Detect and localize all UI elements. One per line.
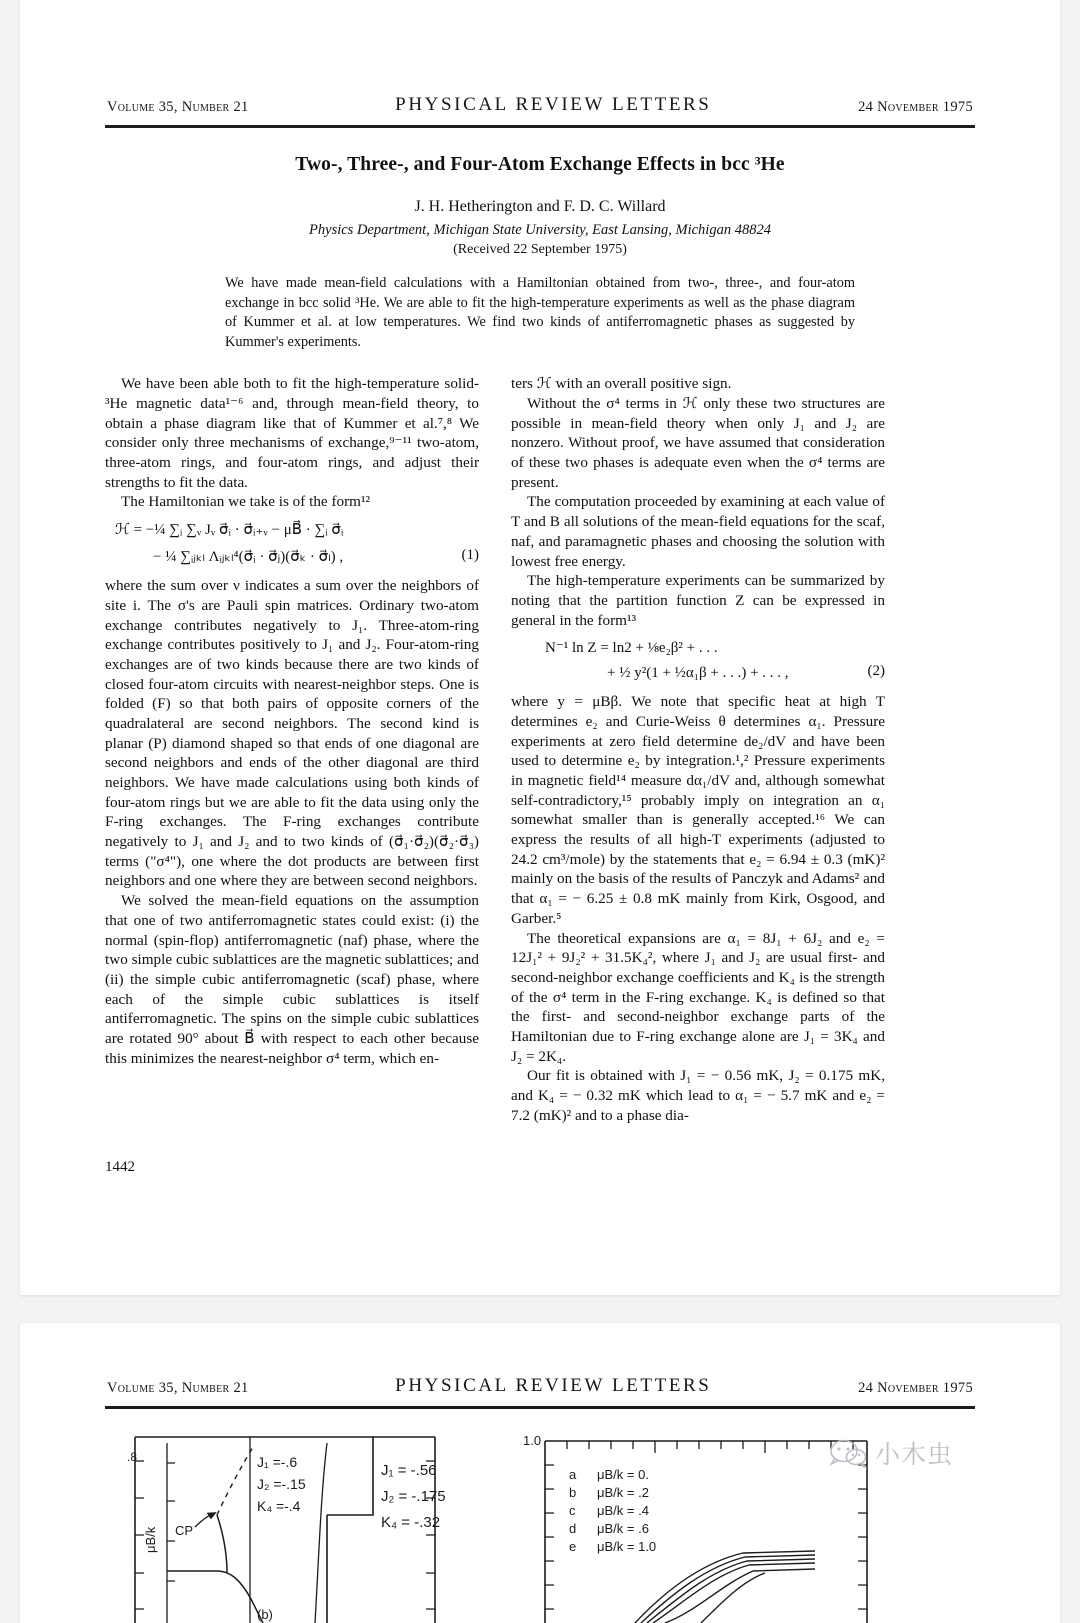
figure-right-legend-key-a: a <box>569 1467 577 1482</box>
running-head-volume: Volume 35, Number 21 <box>107 1380 249 1396</box>
figure-left-param-inner-3: K₄ =-.4 <box>257 1498 301 1514</box>
right-column <box>511 374 885 1125</box>
running-head-volume: Volume 35, Number 21 <box>107 99 249 115</box>
equation-2 <box>511 638 885 682</box>
figure-phase-diagram-right <box>515 1423 889 1623</box>
figure-right-legend-value-c: μB/k = .4 <box>597 1503 649 1518</box>
figure-left-y-tick-08: .8 <box>127 1450 138 1464</box>
figure-left-svg <box>105 1423 479 1623</box>
paragraph: The Hamiltonian we take is of the form¹² <box>121 493 371 511</box>
document-page-1 <box>20 0 1060 1295</box>
header-rule <box>105 125 975 128</box>
abstract: We have made mean-field calculations with a Hamiltonian obtained from two-, three-, and four-atom exchange in bcc solid ³He. We are able to fit the high-temperature experiments as well as the phase diagram of Kummer et al. at low temperatures. We find two kinds of antiferromagnetic phases as suggested by Kummer's experiments. <box>225 275 855 350</box>
paragraph: The computation proceeded by examining at each value of T and B all solutions of the mean-field equations for the scaf, naf, and paramagnetic phases and choosing the solution with lowest free energy. <box>511 493 885 570</box>
paragraph: Our fit is obtained with J₁ = − 0.56 mK, J₂ = 0.175 mK, and K₄ = − 0.32 mK which lead to α₁ = − 5.7 mK and e₂ = 7.2 (mK)² and to a phase dia- <box>511 1067 885 1124</box>
equation-1-number: (1) <box>461 547 479 564</box>
figure-phase-diagram-left <box>105 1423 479 1623</box>
paragraph: where y = μBβ. We note that specific heat at high T determines e₂ and Curie-Weiss θ determines α₁. Pressure experiments at zero field determine de₂/dV and have been used to determine e₂ by integration.¹,² Pressure experiments in magnetic field¹⁴ measure dα₁/dV and, although somewhat self-contradictory,¹⁵ probably imply on integration an α₁ somewhat smaller than is generally accepted.¹⁶ We can express the results of all high-T experiments (adjusted to 24.2 cm³/mole) by the statements that e₂ = 6.94 ± 0.3 (mK)² mainly on the basis of the results of Panczyk and Adams² and that α₁ = − 6.25 ± 0.8 mK mainly from Kirk, Osgood, and Garber.⁵ <box>511 693 885 927</box>
figure-left-param-inner-1: J₁ =-.6 <box>257 1454 298 1470</box>
equation-2-line-1: N⁻¹ ln Z = ln2 + ⅛e₂β² + . . . <box>545 640 718 657</box>
page-title: Two-, Three-, and Four-Atom Exchange Effects in bcc ³He <box>295 154 785 175</box>
running-head-journal-name: PHYSICAL REVIEW LETTERS <box>395 94 712 115</box>
paragraph: The theoretical expansions are α₁ = 8J₁ + 6J₂ and e₂ = 12J₁² + 9J₂² + 31.5K₄², where J₁ and J₂ are usual first- and second-neighbor exchange coefficients and K₄ is the strength of the σ⁴ term in the F-ring exchange. K₄ is defined so that the first- and second-neighbor exchange parts of the Hamiltonian due to F-ring exchange alone are J₁ = 3K₄ and J₂ = 2K₄. <box>511 929 885 1065</box>
paragraph: Without the σ⁴ terms in ℋ only these two structures are possible in mean-field theory when only J₁ and J₂ are nonzero. Without proof, we have assumed that consideration of these two phases is adequate even when the σ⁴ terms are present. <box>511 395 885 491</box>
figure-right-y-top-tick: 1.0 <box>523 1433 542 1448</box>
equation-1-line-1: ℋ = −¼ ∑ᵢ ∑ᵥ Jᵥ σ⃗ᵢ · σ⃗ᵢ₊ᵥ − μB⃗ · ∑ᵢ σ⃗ᵢ <box>115 522 344 539</box>
figure-left-y-axis-label: μB/k <box>143 1526 158 1553</box>
left-column <box>105 374 479 1125</box>
figure-right-legend-key-d: d <box>569 1521 577 1536</box>
running-head-journal-name: PHYSICAL REVIEW LETTERS <box>395 1375 712 1396</box>
running-head <box>105 1323 975 1397</box>
figure-right-legend-key-c: c <box>569 1503 576 1518</box>
watermark-text: 小木虫 <box>874 1441 953 1469</box>
figure-right-legend-value-e: μB/k = 1.0 <box>597 1539 657 1554</box>
equation-2-line-2: + ½ y²(1 + ½α₁β + . . .) + . . . , <box>607 665 789 682</box>
figure-right-legend-key-e: e <box>569 1539 577 1554</box>
figure-right-legend-value-d: μB/k = .6 <box>597 1521 649 1536</box>
equation-1 <box>105 520 479 566</box>
equation-2-number: (2) <box>867 663 885 680</box>
figure-left-param-outer-3: K₄ = -.32 <box>381 1514 441 1531</box>
header-rule <box>105 1406 975 1409</box>
figure-left-param-outer-2: J₂ = -.175 <box>381 1488 446 1505</box>
received-date: (Received 22 September 1975) <box>453 242 627 257</box>
equation-1-line-2: − ¼ ∑ᵢⱼₖₗ Λᵢⱼₖₗ⁴(σ⃗ᵢ · σ⃗ⱼ)(σ⃗ₖ · σ⃗ₗ) , <box>153 549 344 566</box>
page-separator <box>0 1295 1080 1323</box>
paragraph: We solved the mean-field equations on the assumption that one of two antiferromagnetic states could exist: (i) the normal (spin-flop) antiferromagnetic (naf) phase, where the two simple cubic sublattices are the magnetic sublattices; and (ii) the simple cubic antiferromagnetic (scaf) phase, where each of the simple cubic sublattices is itself antiferromagnetic. The spins on the simple cubic sublattices are rotated 90° about B⃗ with respect to each other because this minimizes the nearest-neighbor σ⁴ term, which en- <box>105 892 479 1067</box>
figure-right-legend-value-a: μB/k = 0. <box>597 1467 649 1482</box>
running-head <box>105 0 975 116</box>
figure-right-legend-value-b: μB/k = .2 <box>597 1485 649 1500</box>
author-list: J. H. Hetherington and F. D. C. Willard <box>414 198 666 215</box>
figure-row <box>105 1423 975 1623</box>
affiliation: Physics Department, Michigan State University, East Lansing, Michigan 48824 <box>309 222 771 238</box>
figure-left-param-inner-2: J₂ =-.15 <box>257 1476 306 1492</box>
figure-right-legend-key-b: b <box>569 1485 577 1500</box>
figure-left-panel-label-b: (b) <box>257 1607 273 1622</box>
paragraph: The high-temperature experiments can be summarized by noting that the partition function Z can be expressed in general in the form¹³ <box>511 572 885 629</box>
body-columns <box>105 374 975 1125</box>
figure-left-cp-annotation: CP <box>175 1523 194 1538</box>
running-head-date: 24 November 1975 <box>858 1380 973 1396</box>
running-head-date: 24 November 1975 <box>858 99 973 115</box>
figure-right-svg <box>515 1423 889 1623</box>
paragraph: ters ℋ with an overall positive sign. <box>511 375 732 393</box>
document-page-2 <box>20 1323 1060 1623</box>
page-number: 1442 <box>105 1159 135 1176</box>
paragraph: where the sum over ν indicates a sum over the neighbors of site i. The σ's are Pauli spin matrices. Ordinary two-atom exchange contributes negatively to J₁. Three-atom-ring exchange contributes positively to J₁ and J₂. Four-atom-ring exchanges are of two kinds because there are two kinds of closed four-atom circuits with nearest-neighbor steps. One is folded (F) so that both pairs of opposite corners of the quadralateral are second neighbors. The second kind is planar (P) diamond shaped so that ends of one diagonal are second neighbors and ends of the other diagonal are third neighbors. We have made calculations using both kinds of four-atom rings but we are able to fit the data using only the F-ring exchanges. The F-ring exchanges contribute negatively to J₁ and J₂ and to two kinds of (σ⃗₁·σ⃗₂)(σ⃗₂·σ⃗₃) terms ("σ⁴"), one where the dot products are between first neighbors and one where they are between second neighbors. <box>105 577 479 890</box>
figure-left-param-outer-1: J₁ = -.56 <box>381 1462 437 1479</box>
paragraph: We have been able both to fit the high-temperature solid-³He magnetic data¹⁻⁶ and, through mean-field theory, to obtain a phase diagram like that of Kummer et al.⁷,⁸ We consider only three mechanisms of exchange,⁹⁻¹¹ two-atom, three-atom rings, and four-atom rings, and adjust their strengths to fit the data. <box>105 375 479 491</box>
